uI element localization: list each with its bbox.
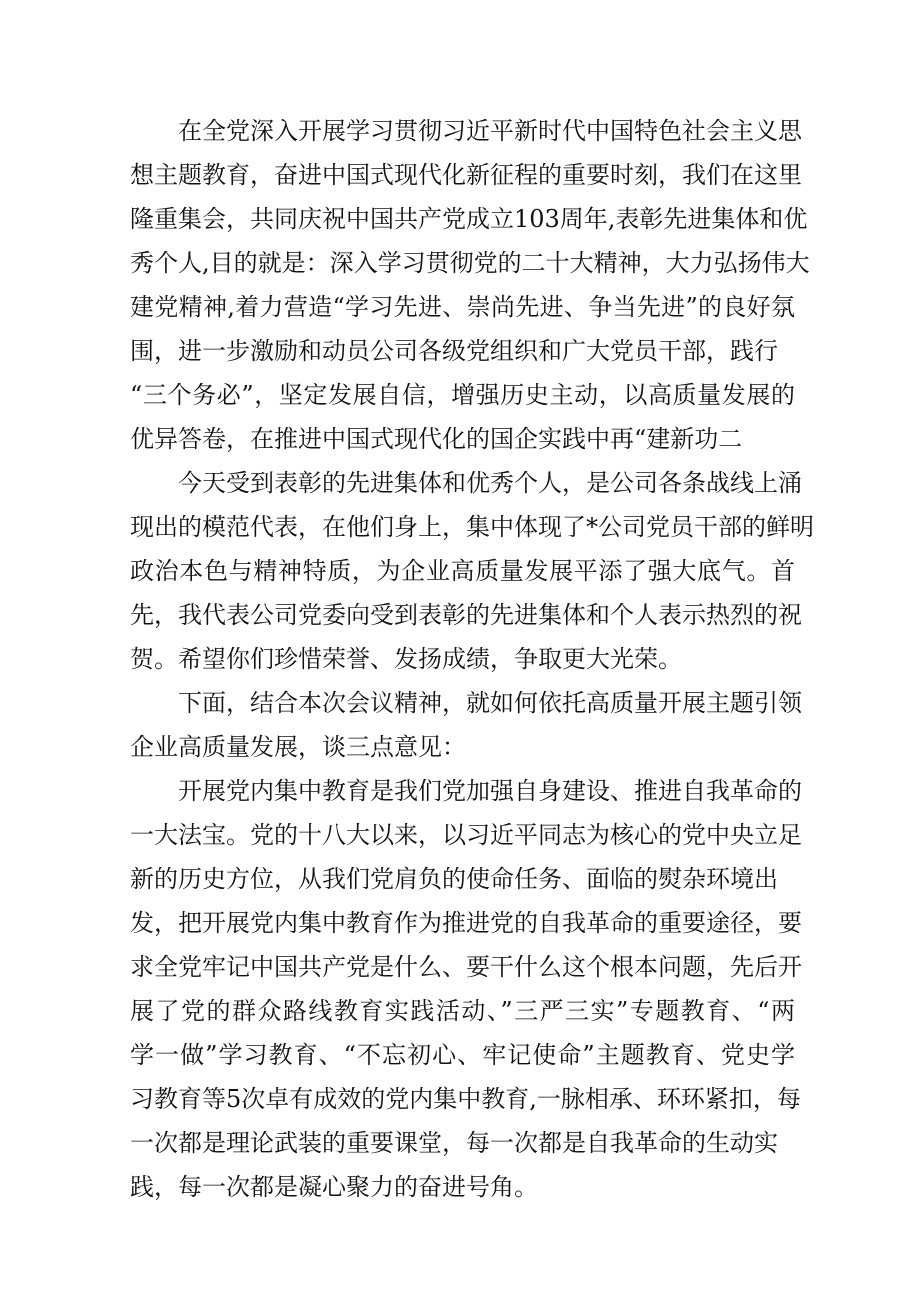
paragraph-4-line-1: 开展党内集中教育是我们党加强自身建设、推进自我革命的 <box>178 777 802 805</box>
paragraph-3-line-1: 下面，结合本次会议精神，就如何依托高质量开展主题引领 <box>178 689 802 717</box>
paragraph-3-line-2: 企业高质量发展，谈三点意见： <box>130 733 466 761</box>
paragraph-1-line-1: 在全党深入开展学习贯彻习近平新时代中国特色社会主义思 <box>178 117 802 145</box>
paragraph-2-line-4: 先，我代表公司党委向受到表彰的先进集体和个人表示热烈的祝 <box>130 601 802 629</box>
paragraph-4-line-8: 习教育等5次卓有成效的党内集中教育,一脉相承、环环紧扣，每 <box>130 1085 801 1113</box>
paragraph-4-line-7: 学一做”学习教育、“不忘初心、牢记使命”主题教育、党史学 <box>130 1041 795 1069</box>
paragraph-1-line-3: 隆重集会，共同庆祝中国共产党成立103周年,表彰先进集体和优 <box>130 205 808 233</box>
paragraph-1-line-6: 围，进一步激励和动员公司各级党组织和广大党员干部，践行 <box>130 337 778 365</box>
paragraph-1-line-8: 优异答卷，在推进中国式现代化的国企实践中再“建新功二 <box>130 425 743 453</box>
paragraph-1-line-5: 建党精神,着力营造“学习先进、崇尚先进、争当先进”的良好氛 <box>130 293 795 321</box>
paragraph-1-line-7: “三个务必”，坚定发展自信，增强历史主动，以高质量发展的 <box>130 381 795 409</box>
paragraph-2-line-1: 今天受到表彰的先进集体和优秀个人，是公司各条战线上涌 <box>178 469 802 497</box>
paragraph-4-line-10: 践，每一次都是凝心聚力的奋进号角。 <box>130 1173 538 1201</box>
paragraph-1-line-2: 想主题教育，奋进中国式现代化新征程的重要时刻，我们在这里 <box>130 161 802 189</box>
paragraph-4-line-5: 求全党牢记中国共产党是什么、要干什么这个根本问题，先后开 <box>130 953 802 981</box>
paragraph-4-line-2: 一大法宝。党的十八大以来，以习近平同志为核心的党中央立足 <box>130 821 802 849</box>
paragraph-2-line-5: 贺。希望你们珍惜荣誉、发扬成绩，争取更大光荣。 <box>130 645 682 673</box>
paragraph-2-line-2: 现出的模范代表，在他们身上，集中体现了*公司党员干部的鲜明 <box>130 513 814 541</box>
paragraph-2-line-3: 政治本色与精神特质，为企业高质量发展平添了强大底气。首 <box>130 557 795 585</box>
paragraph-4-line-4: 发，把开展党内集中教育作为推进党的自我革命的重要途径，要 <box>130 909 802 937</box>
paragraph-4-line-9: 一次都是理论武装的重要课堂，每一次都是自我革命的生动实 <box>130 1129 778 1157</box>
paragraph-4-line-6: 展了党的群众路线教育实践活动、”三严三实”专题教育、“两 <box>130 997 795 1025</box>
paragraph-1-line-4: 秀个人,目的就是：深入学习贯彻党的二十大精神，大力弘扬伟大 <box>130 249 810 277</box>
paragraph-4-line-3: 新的历史方位，从我们党肩负的使命任务、面临的熨杂环境出 <box>130 865 778 893</box>
